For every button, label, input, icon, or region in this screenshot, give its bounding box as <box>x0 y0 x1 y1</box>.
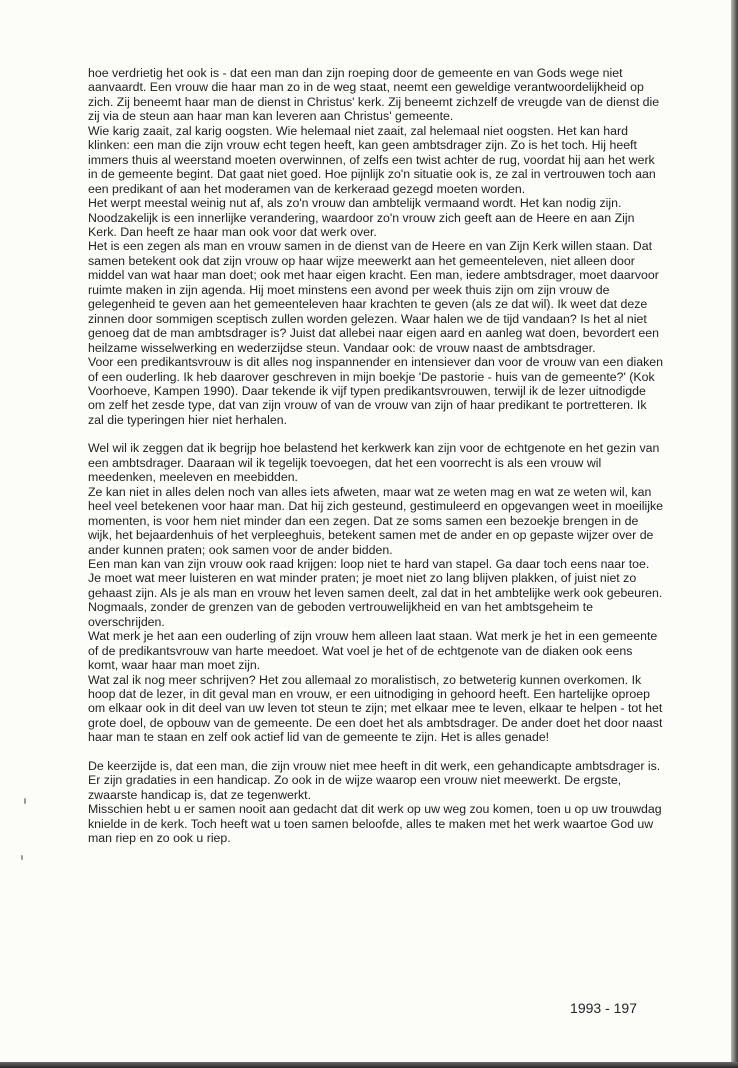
paragraph: Wat merk je het aan een ouderling of zijn vrouw hem alleen laat staan. Wat merk je het in een gemeente of de predikantsvrouw van harte meedoet. Wat voel je het of de echtgenote van de diaken ook eens komt, waar haar man moet zijn. <box>88 629 658 673</box>
paragraph: Wel wil ik zeggen dat ik begrijp hoe belastend het kerkwerk kan zijn voor de echtgenote en het gezin van een ambtsdrager. Daaraan wil ik tegelijk toevoegen, dat het een voorrecht is als een vrouw wil meedenken, meeleven en meebidden. <box>88 441 660 485</box>
margin-mark <box>24 798 26 804</box>
section-gap <box>88 745 664 759</box>
page-number: 1993 - 197 <box>570 1000 637 1016</box>
paragraph: Misschien hebt u er samen nooit aan gedacht dat dit werk op uw weg zou komen, toen u op uw trouwdag knielde in de kerk. Toch heeft wat u toen samen beloofde, alles te maken met het werk waartoe God uw man riep en zo ook u riep. <box>88 802 662 846</box>
paragraph: Wie karig zaait, zal karig oogsten. Wie helemaal niet zaait, zal helemaal niet oogsten. Het kan hard klinken: een man die zijn vrouw echt tegen heeft, kan geen ambtsdrager zijn. Zo is het toch. Hij heeft immers thuis al weerstand moeten overwinnen, of zelfs een twist achter de rug, voordat hij aan het werk in de gemeente begint. Dat gaat niet goed. Hoe pijnlijk zo'n situatie ook is, ze zal in vertrouwen toch aan een predikant of aan het moderamen van de kerkeraad gezegd moeten worden. <box>88 123 656 196</box>
margin-mark <box>21 855 23 860</box>
paragraph: hoe verdrietig het ook is - dat een man dan zijn roeping door de gemeente en van Gods wege niet aanvaardt. Een vrouw die haar man zo in de weg staat, neemt een geweldige verantwoordelijkheid op zich. Zij beneemt haar man de dienst in Christus' kerk. Zij beneemt zichzelf de vreugde van de dienst die zij via de steun aan haar man kan leveren aan Christus' gemeente. <box>88 66 660 124</box>
paragraph: Ze kan niet in alles delen noch van alles iets afweten, maar wat ze weten mag en wat ze weten wil, kan heel veel betekenen voor haar man. Dat hij zich gesteund, gestimuleerd en opgevangen weet in moeilijke momenten, is voor hem niet minder dan een zegen. Dat ze soms samen een bezoekje brengen in de wijk, het bejaardenhuis of het verpleeghuis, betekent samen met de ander en op gepaste wijzer over de ander kunnen praten; ook samen voor de ander bidden. <box>88 484 664 557</box>
paragraph: De keerzijde is, dat een man, die zijn vrouw niet mee heeft in dit werk, een gehandicapte ambtsdrager is. Er zijn gradaties in een handicap. Zo ook in de wijze waarop een vrouw niet meewerkt. De ergste, zwaarste handicap is, dat ze tegenwerkt. <box>88 758 661 802</box>
paragraph: Het werpt meestal weinig nut af, als zo'n vrouw dan ambtelijk vermaand wordt. Het kan nodig zijn. Noodzakelijk is een innerlijke verandering, waardoor zo'n vrouw zich geeft aan de Heere en aan Zijn Kerk. Dan heeft ze haar man ook voor dat werk over. <box>88 196 635 239</box>
paragraph: Wat zal ik nog meer schrijven? Het zou allemaal zo moralistisch, zo betweterig kunnen overkomen. Ik hoop dat de lezer, in dit geval man en vrouw, er een uitnodiging in gehoord heeft. Een hartelijke oproep om elkaar ook in dit deel van uw leven tot steun te zijn; met elkaar mee te leven, elkaar te helpen - tot het grote doel, de opbouw van de gemeente. De een doet het als ambtsdrager. De ander doet het door naast haar man te staan en zelf ook actief lid van de gemeente te zijn. Het is alles genade! <box>88 672 663 745</box>
paragraph: Voor een predikantsvrouw is dit alles nog inspannender en intensiever dan voor de vrouw van een diaken of een ouderling. Ik heb daarover geschreven in mijn boekje 'De pastorie - huis van de gemeente?' (Kok Voorhoeve, Kampen 1990). Daar tekende ik vijf typen predikantsvrouwen, terwijl ik de lezer uitnodigde om zelf het zesde type, dat van zijn vrouw of van de vrouw van zijn of haar predikant te portretteren. Ik zal die typeringen hier niet herhalen. <box>88 355 664 427</box>
article-body <box>88 66 664 846</box>
section-gap <box>88 427 664 441</box>
page-edge-shadow <box>0 1062 738 1068</box>
paragraph: Het is een zegen als man en vrouw samen in de dienst van de Heere en van Zijn Kerk willen staan. Dat samen betekent ook dat zijn vrouw op haar wijze meewerkt aan het gemeenteleven, niet alleen door middel van wat haar man doet; ook met haar eigen kracht. Een man, iedere ambtsdrager, moet daarvoor ruimte maken in zijn agenda. Hij moet minstens een avond per week thuis zijn om zijn vrouw de gelegenheid te geven aan het gemeenteleven haar krachten te geven (als ze dat wil). Ik weet dat deze zinnen door sommigen sceptisch zullen worden gelezen. Waar halen we de tijd vandaan? Is het al niet genoeg dat de man ambtsdrager is? Juist dat allebei naar eigen aard en aanleg wat doen, bevordert een heilzame wisselwerking en wederzijdse steun. Vandaar ook: de vrouw naast de ambtsdrager. <box>88 239 659 355</box>
page-edge-shadow <box>731 0 738 1068</box>
paragraph: Een man kan van zijn vrouw ook raad krijgen: loop niet te hard van stapel. Ga daar toch eens naar toe. Je moet wat meer luisteren en wat minder praten; je moet niet zo lang blijven plakken, of juist niet zo gehaast zijn. Als je als man en vrouw het leven samen deelt, zal dat in het ambtelijke werk ook gebeuren. Nogmaals, zonder de grenzen van de geboden vertrouwelijkheid en van het ambtsgeheim te overschrijden. <box>88 556 663 629</box>
